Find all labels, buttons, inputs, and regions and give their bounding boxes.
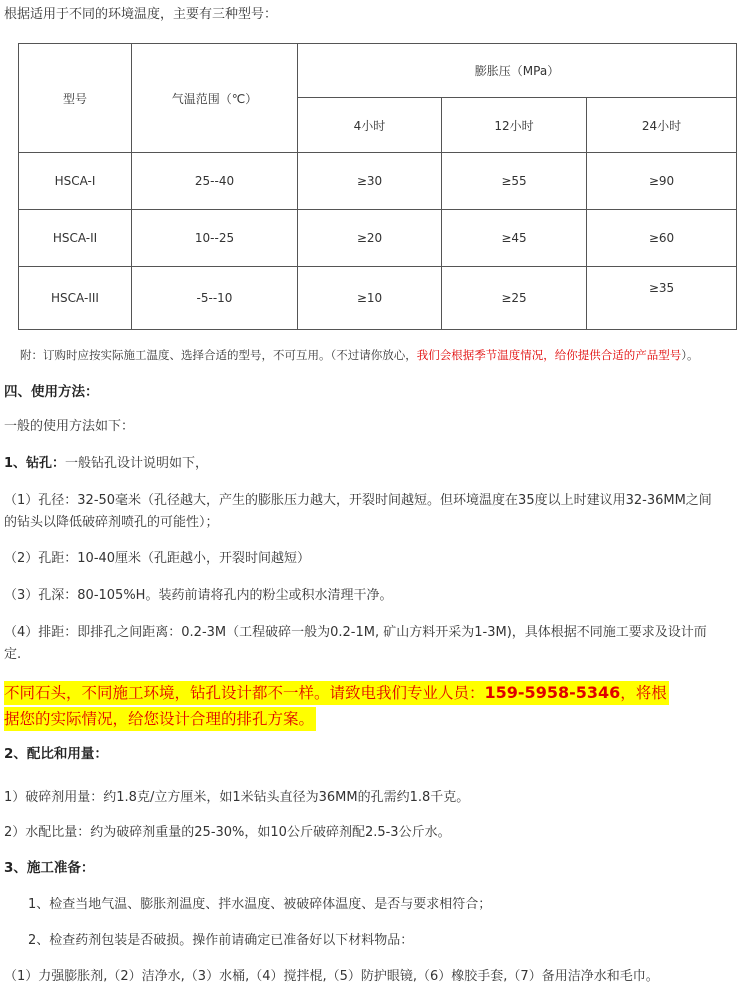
- general-usage-text: 一般的使用方法如下：: [4, 419, 135, 434]
- header-model: 型号: [19, 44, 132, 153]
- table-header-row: [19, 44, 737, 98]
- step-3-heading: 3、施工准备：: [4, 860, 95, 876]
- model-spec-table: [18, 43, 737, 330]
- note-red: 我们会根据季节温度情况，给你提供合适的产品型号: [416, 348, 682, 362]
- check-temperature-text: 1、检查当地气温、膨胀剂温度、拌水温度、被破碎体温度、是否与要求相符合；: [28, 897, 492, 912]
- step-1-drilling: [4, 455, 208, 473]
- cell-24h: ≥60: [587, 210, 737, 267]
- table-row: [19, 153, 737, 210]
- hole-depth-text: （3）孔深：80-105%H。装药前请将孔内的粉尘或积水清理干净。: [4, 588, 393, 603]
- order-note: [20, 346, 699, 364]
- table-row: [19, 210, 737, 267]
- row-spacing-text: （4）排距：即排孔之间距离：0.2-3M（工程破碎一般为0.2-1M, 矿山方料开采为1-3M)，具体根据不同施工要求及设计而: [4, 625, 707, 640]
- table-row: [19, 267, 737, 330]
- cell-12h: ≥45: [442, 210, 587, 267]
- hole-diameter-text-cont: 的钻头以降低破碎剂喷孔的可能性）；: [4, 515, 219, 530]
- highlight-pre: 不同石头，不同施工环境，钻孔设计都不一样。请致电我们专业人员：: [4, 684, 485, 702]
- cell-model: HSCA-III: [19, 267, 132, 330]
- cell-4h: ≥10: [298, 267, 442, 330]
- cell-24h: ≥90: [587, 153, 737, 210]
- cell-12h: ≥55: [442, 153, 587, 210]
- step-1-title: 1、钻孔：: [4, 456, 66, 471]
- cell-temp: -5--10: [132, 267, 298, 330]
- cell-24h: [587, 267, 737, 330]
- row-spacing-text-cont: 定.: [4, 647, 22, 662]
- contact-highlight-line-1: [4, 681, 669, 705]
- cell-model: HSCA-I: [19, 153, 132, 210]
- hole-spacing-text: （2）孔距：10-40厘米（孔距越小，开裂时间越短）: [4, 551, 311, 566]
- cell-4h: ≥20: [298, 210, 442, 267]
- header-12h: 12小时: [442, 98, 587, 153]
- cell-model: HSCA-II: [19, 210, 132, 267]
- step-2-heading: 2、配比和用量：: [4, 746, 108, 762]
- note-main: 附：订购时应按实际施工温度、选择合适的型号，不可互用。（不过请你放心，: [20, 348, 417, 362]
- check-package-text: 2、检查药剂包装是否破损。操作前请确定已准备好以下材料物品：: [28, 933, 414, 948]
- cell-temp: 10--25: [132, 210, 298, 267]
- header-temp-range: 气温范围（℃）: [132, 44, 298, 153]
- dosage-text: 1）破碎剂用量：约1.8克/立方厘米，如1米钻头直径为36MM的孔需约1.8千克。: [4, 790, 470, 805]
- hole-diameter-text: （1）孔径：32-50毫米（孔径越大，产生的膨胀压力越大，开裂时间越短。但环境温度在35度以上时建议用32-36MM之间: [4, 493, 712, 508]
- cell-temp: 25--40: [132, 153, 298, 210]
- water-ratio-text: 2）水配比量：约为破碎剂重量的25-30%，如10公斤破碎剂配2.5-3公斤水。: [4, 825, 451, 840]
- header-24h: 24小时: [587, 98, 737, 153]
- materials-list-text: （1）力强膨胀剂,（2）洁净水,（3）水桶,（4）搅拌棍,（5）防护眼镜,（6）橡胶手套,（7）备用洁净水和毛巾。: [4, 969, 659, 984]
- contact-highlight-line-2: 据您的实际情况，给您设计合理的排孔方案。: [4, 707, 316, 731]
- note-end: ）。: [681, 348, 699, 362]
- header-4h: 4小时: [298, 98, 442, 153]
- cell-12h: ≥25: [442, 267, 587, 330]
- intro-text: 根据适用于不同的环境温度，主要有三种型号：: [4, 7, 278, 22]
- highlight-post: ，将根: [620, 684, 667, 702]
- cell-24h-value: ≥35: [648, 281, 675, 295]
- step-1-desc: 一般钻孔设计说明如下，: [65, 456, 209, 471]
- header-pressure: 膨胀压（MPa）: [298, 44, 737, 98]
- cell-4h: ≥30: [298, 153, 442, 210]
- phone-number: 159-5958-5346: [484, 683, 621, 702]
- section-4-heading: 四、使用方法：: [4, 384, 99, 400]
